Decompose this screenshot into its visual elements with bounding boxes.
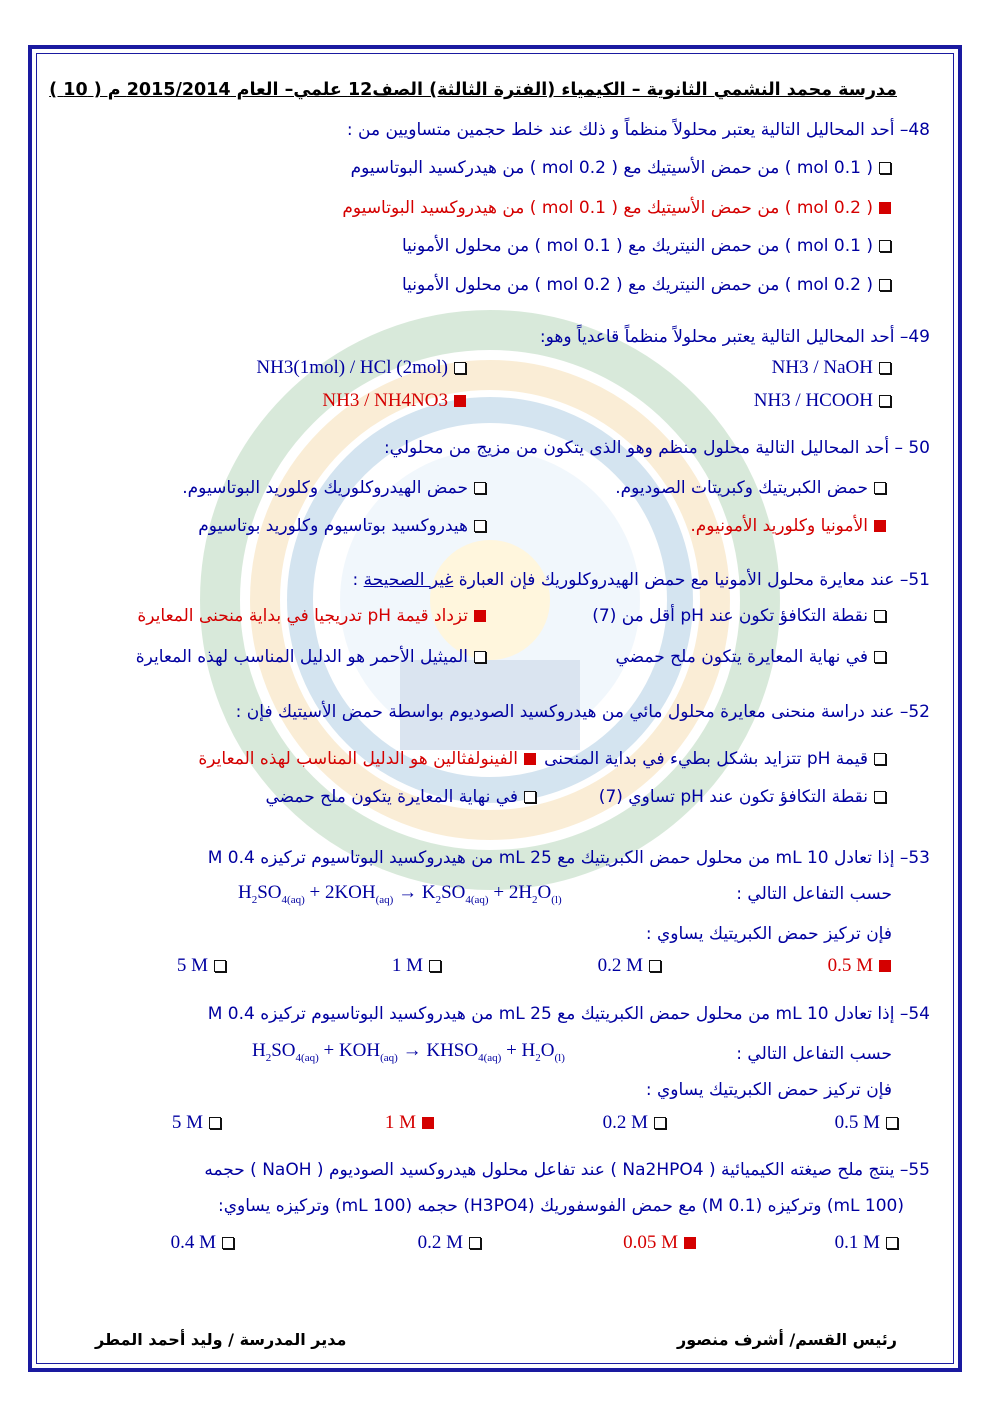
q48-stem: 48– أحد المحاليل التالية يعتبر محلولاً منظماً و ذلك عند خلط حجمين متساويين من : (346, 120, 930, 140)
checkbox-icon (469, 1237, 481, 1249)
checked-box-icon (684, 1237, 696, 1249)
q49-option-4[interactable]: NH3 / NH4NO3 (322, 390, 472, 412)
checkbox-icon (214, 960, 226, 972)
checkbox-icon (874, 753, 886, 765)
checkbox-icon (874, 651, 886, 663)
q54-ask: فإن تركيز حمض الكبريتيك يساوي : (645, 1080, 892, 1100)
checkbox-icon (429, 960, 441, 972)
checkbox-icon (654, 1117, 666, 1129)
q49-stem: 49– أحد المحاليل التالية يعتبر محلولاً منظماً قاعدياً وهو: (539, 327, 930, 347)
checked-box-icon (454, 395, 466, 407)
q49-option-1[interactable]: NH3 / NaOH (772, 357, 897, 379)
q55-option-2[interactable]: 0.05 M (623, 1232, 702, 1254)
q51-option-1[interactable]: نقطة التكافؤ تكون عند pH أقل من (7) (592, 606, 892, 626)
q54-option-1[interactable]: 0.5 M (835, 1112, 904, 1134)
checkbox-icon (874, 610, 886, 622)
checked-box-icon (524, 753, 536, 765)
q55-option-4[interactable]: 0.4 M (171, 1232, 240, 1254)
checkbox-icon (524, 791, 536, 803)
q52-option-3[interactable]: نقطة التكافؤ تكون عند pH تساوي (7) (599, 787, 892, 807)
school-logo-watermark (190, 300, 790, 900)
checkbox-icon (879, 362, 891, 374)
q49-option-2[interactable]: NH3(1mol) / HCl (2mol) (256, 357, 472, 379)
q51-option-2[interactable]: تزداد قيمة pH تدريجيا في بداية منحنى المعايرة (137, 606, 492, 626)
q54-reaction-label: حسب التفاعل التالي : (736, 1044, 892, 1064)
checkbox-icon (886, 1117, 898, 1129)
q52-option-2[interactable]: الفينولفثالين هو الدليل المناسب لهذه المعايرة (198, 749, 542, 769)
q55-option-1[interactable]: 0.1 M (835, 1232, 904, 1254)
q55-stem-line-1: 55– ينتج ملح صيغته الكيميائية ( Na2HPO4 ) عند تفاعل محلول هيدروكسيد الصوديوم ( NaOH ) حجمه (204, 1160, 930, 1180)
q53-stem: 53– إذا تعادل 10 mL من محلول حمض الكبريتيك مع 25 mL من هيدروكسيد البوتاسيوم تركيزه 0.4 M (207, 848, 930, 868)
q52-option-1[interactable]: قيمة pH تتزايد بشكل بطيء في بداية المنحنى (544, 749, 892, 769)
q54-option-2[interactable]: 0.2 M (603, 1112, 672, 1134)
q54-option-3[interactable]: 1 M (385, 1112, 440, 1134)
q55-stem-line-2: (100 mL) وتركيزه (0.1 M) مع حمض الفوسفوريك (H3PO4) حجمه (100 mL) وتركيزه يساوي: (218, 1196, 904, 1216)
q48-option-3[interactable]: ( 0.1 mol ) من حمض النيتريك مع ( 0.1 mol ) من محلول الأمونيا (402, 236, 897, 256)
checkbox-icon (874, 791, 886, 803)
q53-option-1[interactable]: 0.5 M (828, 955, 897, 977)
q53-equation: $H_2SO_{4(aq)} + 2KOH_{(aq)} \to K_2SO_{4(aq)} + 2H_2O_{(l)}$ (238, 882, 562, 906)
checkbox-icon (879, 240, 891, 252)
q52-option-4[interactable]: في نهاية المعايرة يتكون ملح حمضي (265, 787, 542, 807)
checked-box-icon (879, 960, 891, 972)
checkbox-icon (209, 1117, 221, 1129)
q53-option-3[interactable]: 1 M (392, 955, 447, 977)
q51-stem: 51– عند معايرة محلول الأمونيا مع حمض الهيدروكلوريك فإن العبارة غير الصحيحة : (352, 570, 930, 590)
checked-box-icon (474, 610, 486, 622)
q53-option-4[interactable]: 5 M (177, 955, 232, 977)
q50-option-3[interactable]: الأمونيا وكلوريد الأمونيوم. (690, 516, 892, 536)
checked-box-icon (879, 202, 891, 214)
checkbox-icon (454, 362, 466, 374)
q50-option-2[interactable]: حمض الهيدروكلوريك وكلوريد البوتاسيوم. (182, 478, 492, 498)
page-header: مدرسة محمد النشمي الثانوية – الكيمياء (الفترة الثالثة) الصف12 علمي– العام 2015/2014 م ( 10 ) (49, 80, 897, 100)
checkbox-icon (474, 520, 486, 532)
checkbox-icon (474, 482, 486, 494)
checkbox-icon (879, 162, 891, 174)
checkbox-icon (222, 1237, 234, 1249)
q54-equation: $H_2SO_{4(aq)} + KOH_{(aq)}$ → $KHSO_{4(aq)} + H_2O_{(l)}$ (252, 1040, 565, 1064)
q48-option-4[interactable]: ( 0.2 mol ) من حمض النيتريك مع ( 0.2 mol ) من محلول الأمونيا (402, 275, 897, 295)
q54-stem: 54– إذا تعادل 10 mL من محلول حمض الكبريتيك مع 25 mL من هيدروكسيد البوتاسيوم تركيزه 0.4 M (207, 1004, 930, 1024)
q54-option-4[interactable]: 5 M (172, 1112, 227, 1134)
q49-option-3[interactable]: NH3 / HCOOH (754, 390, 897, 412)
q53-ask: فإن تركيز حمض الكبريتيك يساوي : (645, 924, 892, 944)
checkbox-icon (649, 960, 661, 972)
q53-option-2[interactable]: 0.2 M (598, 955, 667, 977)
checked-box-icon (422, 1117, 434, 1129)
checkbox-icon (879, 279, 891, 291)
q55-option-3[interactable]: 0.2 M (418, 1232, 487, 1254)
checkbox-icon (874, 482, 886, 494)
checked-box-icon (874, 520, 886, 532)
q53-reaction-label: حسب التفاعل التالي : (736, 884, 892, 904)
q48-option-1[interactable]: ( 0.1 mol ) من حمض الأسيتيك مع ( 0.2 mol ) من هيدركسيد البوتاسيوم (351, 158, 897, 178)
q51-option-4[interactable]: الميثيل الأحمر هو الدليل المناسب لهذه المعايرة (136, 647, 492, 667)
q51-option-3[interactable]: في نهاية المعايرة يتكون ملح حمضي (615, 647, 892, 667)
q48-option-2[interactable]: ( 0.2 mol ) من حمض الأسيتيك مع ( 0.1 mol ) من هيدروكسيد البوتاسيوم (342, 198, 897, 218)
q50-stem: 50 – أحد المحاليل التالية محلول منظم وهو الذى يتكون من مزيج من محلولي: (383, 438, 930, 458)
checkbox-icon (886, 1237, 898, 1249)
footer-school-principal: مدير المدرسة / وليد أحمد المطر (95, 1330, 347, 1349)
q50-option-1[interactable]: حمض الكبريتيك وكبريتات الصوديوم. (615, 478, 892, 498)
q50-option-4[interactable]: هيدروكسيد بوتاسيوم وكلوريد بوتاسيوم (198, 516, 492, 536)
footer-department-head: رئيس القسم/ أشرف منصور (677, 1330, 897, 1349)
q52-stem: 52– عند دراسة منحنى معايرة محلول مائي من هيدروكسيد الصوديوم بواسطة حمض الأسيتيك فإن : (235, 702, 930, 722)
checkbox-icon (879, 395, 891, 407)
checkbox-icon (474, 651, 486, 663)
